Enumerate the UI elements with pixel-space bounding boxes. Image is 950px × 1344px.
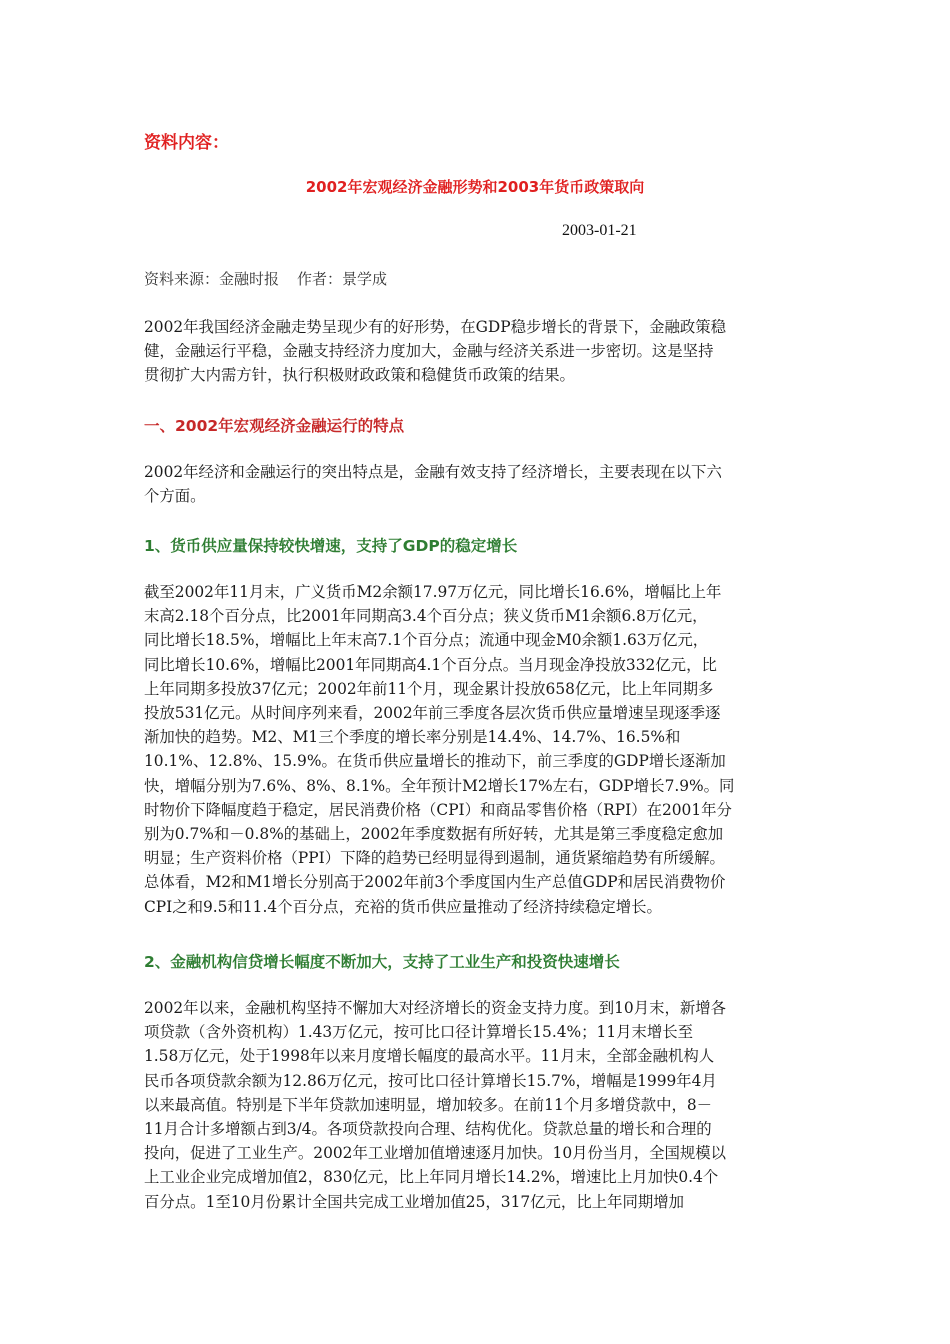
paragraph-line: 截至2002年11月末，广义货币M2余额17.97万亿元，同比增长16.6%，增幅比上年 [144,583,722,601]
paragraph-line: 2002年我国经济金融走势呈现少有的好形势，在GDP稳步增长的背景下，金融政策稳 [144,318,727,336]
section-1-heading: 一、2002年宏观经济金融运行的特点 [144,417,405,435]
paragraph-line: 快，增幅分别为7.6%、8%、8.1%。全年预计M2增长17%左右，GDP增长7.9%。同 [144,776,735,795]
paragraph-line: 2002年以来，金融机构坚持不懈加大对经济增长的资金支持力度。到10月末，新增各 [144,999,727,1017]
subsection-1-heading: 1、货币供应量保持较快增速，支持了GDP的稳定增长 [144,537,518,555]
subsection-2-heading: 2、金融机构信贷增长幅度不断加大，支持了工业生产和投资快速增长 [144,953,620,971]
subsection-2-paragraph [144,996,806,1214]
paragraph-line: 11月合计多增额占到3/4。各项贷款投向合理、结构优化。贷款总量的增长和合理的 [144,1120,712,1139]
paragraph-line: 投向，促进了工业生产。2002年工业增加值增速逐月加快。10月份当月，全国规模以 [144,1144,727,1163]
paragraph-line: 上工业企业完成增加值2，830亿元，比上年同月增长14.2%，增速比上月加快0.4个 [144,1168,719,1187]
paragraph-line: 百分点。1至10月份累计全国共完成工业增加值25，317亿元，比上年同期增加 [144,1192,685,1211]
paragraph-line: 末高2.18个百分点，比2001年同期高3.4个百分点；狭义货币M1余额6.8万亿元， [144,607,708,626]
paragraph-line: 民币各项贷款余额为12.86万亿元，按可比口径计算增长15.7%，增幅是1999年4月 [144,1071,717,1090]
paragraph-line: 2002年经济和金融运行的突出特点是，金融有效支持了经济增长，主要表现在以下六 [144,463,722,481]
paragraph-line: 健，金融运行平稳，金融支持经济力度加大，金融与经济关系进一步密切。这是坚持 [144,342,714,361]
intro-paragraph [144,315,806,388]
article-title: 2002年宏观经济金融形势和2003年货币政策取向 [305,178,645,196]
paragraph-line: 渐加快的趋势。M2、M1三个季度的增长率分别是14.4%、14.7%、16.5%和 [144,728,681,747]
paragraph-line: 以来最高值。特别是下半年贷款加速明显，增加较多。在前11个月多增贷款中，8－ [144,1095,713,1114]
paragraph-line: 时物价下降幅度趋于稳定，居民消费价格（CPI）和商品零售价格（RPI）在2001年分 [144,800,732,819]
section-1-paragraph [144,460,806,508]
paragraph-line: 同比增长10.6%，增幅比2001年同期高4.1个百分点。当月现金净投放332亿元，比 [144,655,717,674]
subsection-1-paragraph [144,580,806,919]
article-date: 2003-01-21 [562,222,637,239]
source-text: 资料来源：金融时报 [144,270,280,288]
paragraph-line: 1.58万亿元，处于1998年以来月度增长幅度的最高水平。11月末，全部金融机构人 [144,1047,715,1066]
paragraph-line: 别为0.7%和－0.8%的基础上，2002年季度数据有所好转，尤其是第三季度稳定愈加 [144,825,724,844]
paragraph-line: 10.1%、12.8%、15.9%。在货币供应量增长的推动下，前三季度的GDP增长逐渐加 [144,752,726,771]
paragraph-line: 明显；生产资料价格（PPI）下降的趋势已经明显得到遏制，通货紧缩趋势有所缓解。 [144,849,725,868]
paragraph-line: 个方面。 [144,487,206,506]
paragraph-line: 上年同期多投放37亿元；2002年前11个月，现金累计投放658亿元，比上年同期多 [144,679,714,698]
source-line [144,268,387,289]
paragraph-line: 贯彻扩大内需方针，执行积极财政政策和稳健货币政策的结果。 [144,366,575,385]
content-label: 资料内容： [144,133,229,153]
paragraph-line: 同比增长18.5%，增幅比上年末高7.1个百分点；流通中现金M0余额1.63万亿元， [144,631,709,650]
paragraph-line: CPI之和9.5和11.4个百分点，充裕的货币供应量推动了经济持续稳定增长。 [144,897,662,916]
paragraph-line: 总体看，M2和M1增长分别高于2002年前3个季度国内生产总值GDP和居民消费物价 [144,873,726,892]
paragraph-line: 项贷款（含外资机构）1.43万亿元，按可比口径计算增长15.4%；11月末增长至 [144,1023,694,1042]
paragraph-line: 投放531亿元。从时间序列来看，2002年前三季度各层次货币供应量增速呈现逐季逐 [144,704,721,723]
author-text: 作者：景学成 [297,270,388,288]
